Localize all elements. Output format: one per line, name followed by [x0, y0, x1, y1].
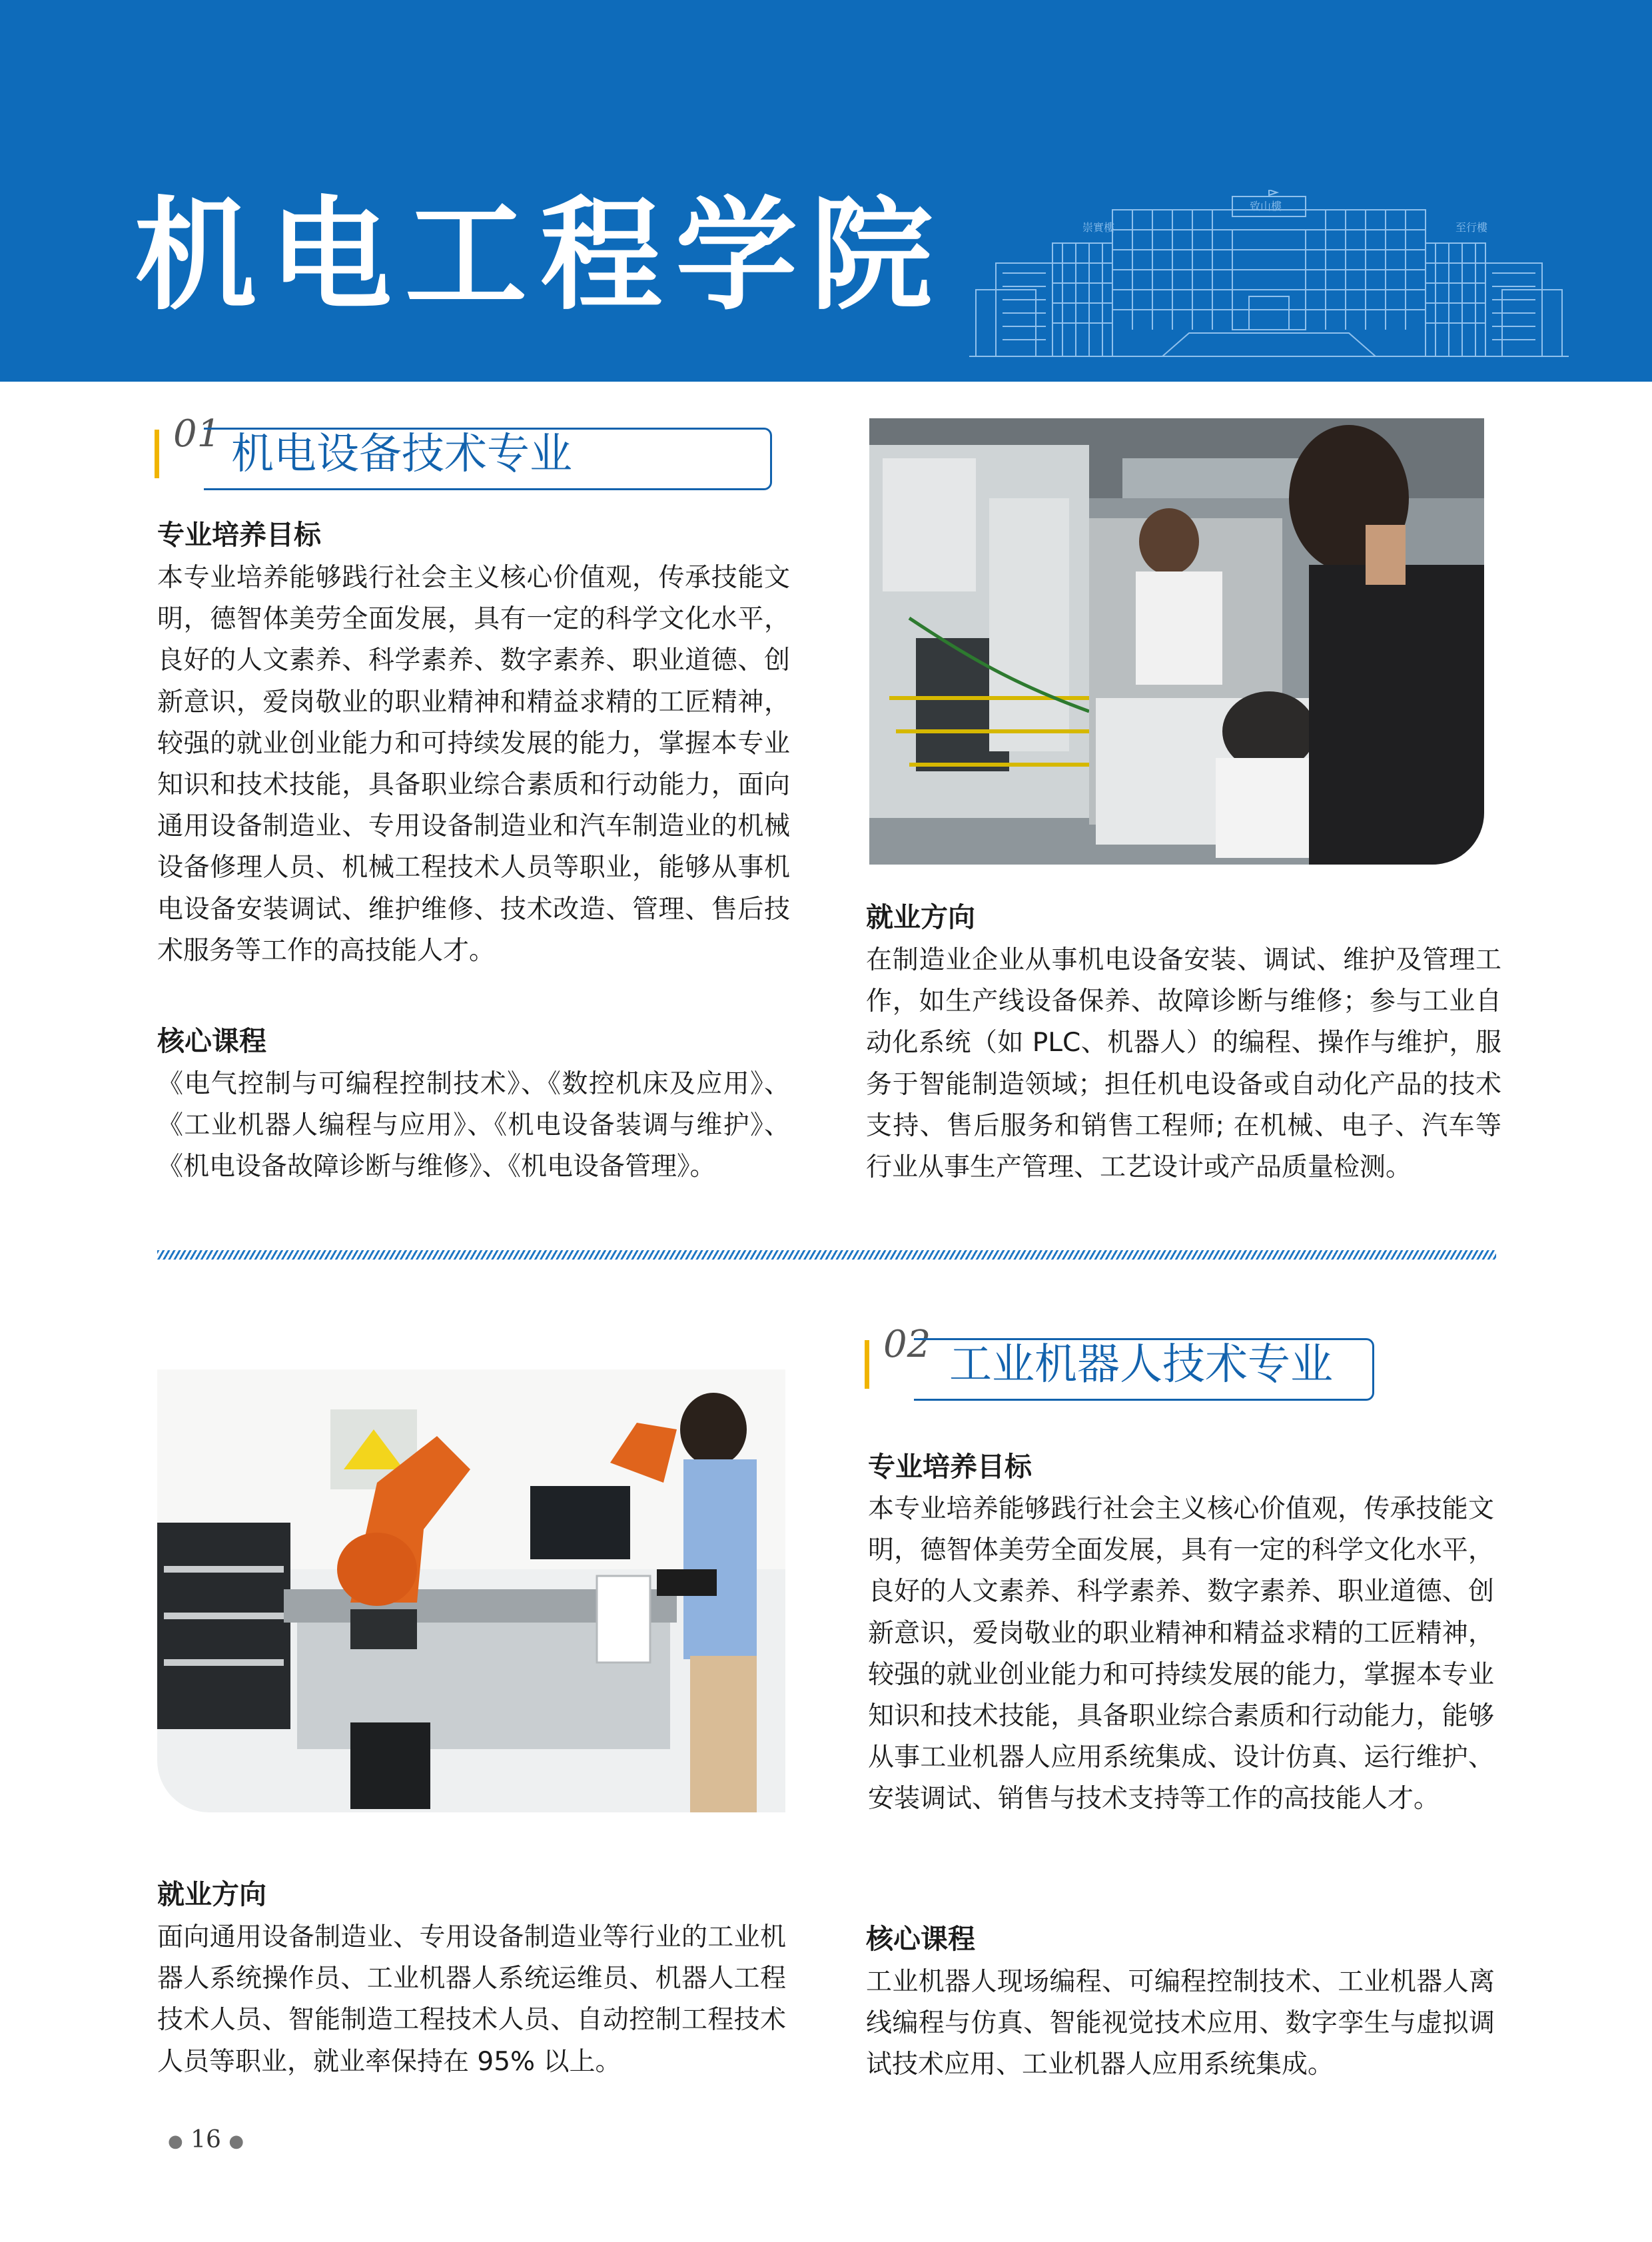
section2-title: 工业机器人技术专业: [949, 1340, 1333, 1389]
section1-accent-bar: [155, 430, 159, 478]
section1-job-heading: 就业方向: [866, 901, 975, 933]
section2-job-heading: 就业方向: [157, 1878, 266, 1910]
section2-heading: [865, 1323, 1371, 1400]
section2-course-heading: 核心课程: [866, 1923, 975, 1955]
college-title: 机电工程学院: [135, 185, 947, 327]
section2-job-text: 面向通用设备制造业、专用设备制造业等行业的工业机器人系统操作员、工业机器人系统运维员、机器人工程技术人员、智能制造工程技术人员、自动控制工程技术人员等职业，就业率保持在 95% 以上。: [157, 1922, 786, 2077]
section1-course-text: 《电气控制与可编程控制技术》、《数控机床及应用》、《工业机器人编程与应用》、《机电设备装调与维护》、《机电设备故障诊断与维修》、《机电设备管理》。: [157, 1069, 790, 1182]
section2-accent-bar: [865, 1340, 869, 1389]
page-number: [168, 2127, 244, 2155]
section1-goal-text: 本专业培养能够践行社会主义核心价值观，传承技能文明，德智体美劳全面发展，具有一定的科学文化水平，良好的人文素养、科学素养、数字素养、职业道德、创新意识，爱岗敬业的职业精神和精益求精的工匠精神，较强的就业创业能力和可持续发展的能力，掌握本专业知识和技术技能，具备职业综合素质和行动能力，面向通用设备制造业、专用设备制造业和汽车制造业的机械设备修理人员、机械工程技术人员等职业，能够从事机电设备安装调试、维护维修、技术改造、管理、售后技术服务等工作的高技能人才。: [157, 563, 790, 966]
building-line-illustration: [969, 190, 1569, 360]
section1-title: 机电设备技术专业: [231, 430, 572, 479]
section2-photo-robot-arm-lab: [157, 1369, 785, 1812]
page-header-banner: [0, 0, 1652, 382]
section-divider: [157, 1250, 1496, 1260]
section1-course-heading: 核心课程: [157, 1025, 266, 1057]
section1-number: 01: [173, 412, 221, 456]
section1-goal-heading: 专业培养目标: [157, 519, 321, 551]
page-number-value: 16: [191, 2126, 221, 2153]
section2-number: 02: [883, 1323, 931, 1366]
section1-photo-students-wiring: [869, 418, 1484, 865]
building-sign-right: 至行樓: [1455, 221, 1488, 234]
section1-heading: [155, 412, 621, 490]
section2-course-text: 工业机器人现场编程、可编程控制技术、工业机器人离线编程与仿真、智能视觉技术应用、数字孪生与虚拟调试技术应用、工业机器人应用系统集成。: [866, 1967, 1495, 2080]
section1-job-text: 在制造业企业从事机电设备安装、调试、维护及管理工作，如生产线设备保养、故障诊断与维修；参与工业自动化系统（如 PLC、机器人）的编程、操作与维护，服务于智能制造领域；担任机电设备或自动化产品的技术支持、售后服务和销售工程师; 在机械、电子、汽车等行业从事生产管理、工艺设计或产品质量检测。: [866, 945, 1501, 1183]
building-sign-center: 致山樓: [1250, 200, 1282, 212]
page-number-dot-left: ●: [168, 2131, 183, 2151]
section2-goal-text: 本专业培养能够践行社会主义核心价值观，传承技能文明，德智体美劳全面发展，具有一定的科学文化水平，良好的人文素养、科学素养、数字素养、职业道德、创新意识，爱岗敬业的职业精神和精益求精的工匠精神，较强的就业创业能力和可持续发展的能力，掌握本专业知识和技术技能，具备职业综合素质和行动能力，能够从事工业机器人应用系统集成、设计仿真、运行维护、安装调试、销售与技术支持等工作的高技能人才。: [868, 1494, 1494, 1814]
section2-goal-heading: 专业培养目标: [868, 1451, 1032, 1483]
building-sign-left: 崇實樓: [1082, 221, 1115, 234]
page-number-dot-right: ●: [228, 2131, 244, 2151]
